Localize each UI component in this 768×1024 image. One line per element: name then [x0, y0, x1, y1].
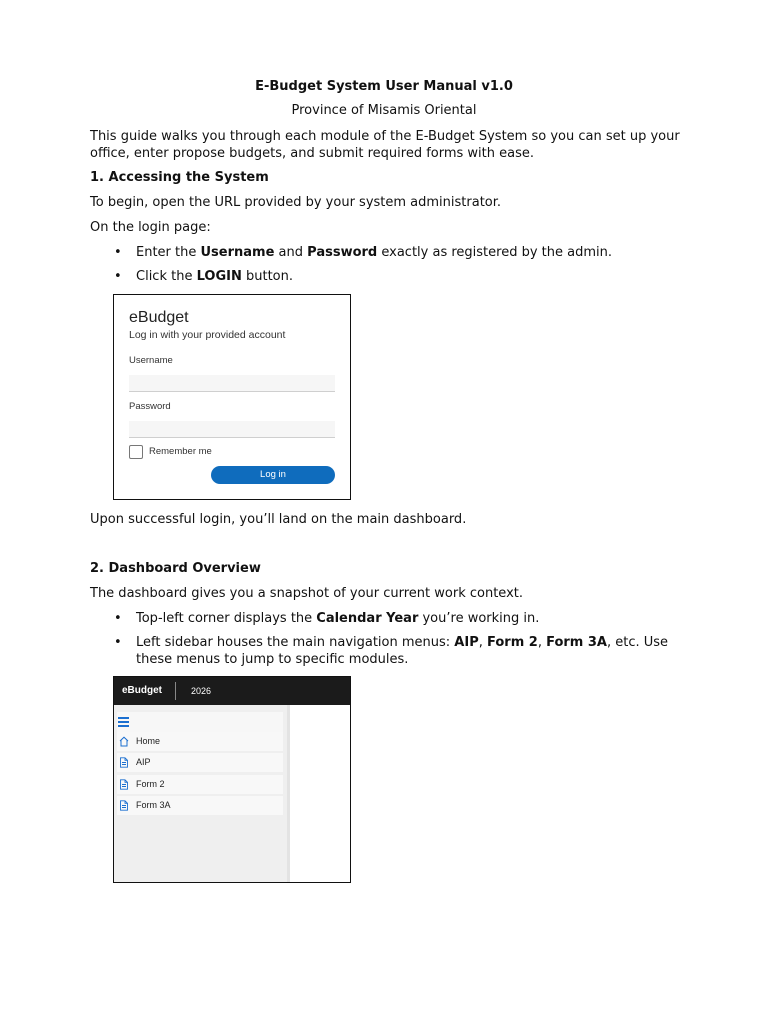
- bullet-glyph: •: [114, 269, 122, 284]
- bullet-glyph: •: [114, 635, 122, 650]
- document-icon: [119, 800, 129, 811]
- password-input[interactable]: [129, 421, 335, 438]
- top-bar-divider: [175, 682, 176, 700]
- dashboard-brand: eBudget: [122, 685, 162, 696]
- sidebar-item-label: Form 2: [136, 779, 165, 789]
- dashboard-sidebar: [114, 705, 290, 882]
- hamburger-icon[interactable]: [118, 717, 129, 729]
- bullet-text: Top-left corner displays the Calendar Year you’re working in.: [136, 611, 540, 626]
- sidebar-item-form-2[interactable]: [117, 775, 283, 794]
- calendar-year: 2026: [191, 686, 212, 696]
- remember-me-label: Remember me: [149, 446, 212, 457]
- bullet-glyph: •: [114, 245, 122, 260]
- username-input[interactable]: [129, 375, 335, 392]
- sidebar-toggle-row: [117, 712, 283, 732]
- sidebar-item-label: Form 3A: [136, 800, 171, 810]
- dashboard-screenshot: [113, 676, 351, 883]
- section1-heading: 1. Accessing the System: [90, 170, 269, 185]
- sidebar-item-label: AIP: [136, 757, 151, 767]
- bullet-text: Left sidebar houses the main navigation menus: AIP, Form 2, Form 3A, etc. Use these menus to jump to specific modules.: [136, 635, 669, 667]
- sidebar-item-aip[interactable]: [117, 753, 283, 772]
- section2-paragraph-1: The dashboard gives you a snapshot of your current work context.: [90, 586, 523, 601]
- dashboard-top-bar: [114, 677, 350, 705]
- section2-heading: 2. Dashboard Overview: [90, 561, 261, 576]
- password-label: Password: [129, 401, 171, 412]
- sidebar-item-label: Home: [136, 736, 161, 746]
- bullet-text: Enter the Username and Password exactly as registered by the admin.: [136, 245, 613, 260]
- section1-paragraph-1: To begin, open the URL provided by your system administrator.: [90, 195, 502, 210]
- document-icon: [119, 779, 129, 790]
- section1-paragraph-2: On the login page:: [90, 220, 211, 235]
- home-icon: [119, 736, 129, 747]
- document-subtitle: Province of Misamis Oriental: [291, 103, 477, 118]
- username-label: Username: [129, 355, 173, 366]
- document-icon: [119, 757, 129, 768]
- intro-paragraph: This guide walks you through each module of the E-Budget System so you can set up your office, enter propose budgets, and submit required forms with ease.: [90, 129, 680, 161]
- login-screenshot: [113, 294, 351, 500]
- section1-after-paragraph: Upon successful login, you’ll land on the main dashboard.: [90, 512, 467, 527]
- sidebar-item-home[interactable]: [117, 732, 283, 751]
- document-title: E-Budget System User Manual v1.0: [255, 79, 513, 94]
- login-brand: eBudget: [129, 309, 189, 326]
- bullet-glyph: •: [114, 611, 122, 626]
- bullet-text: Click the LOGIN button.: [136, 269, 293, 284]
- login-button[interactable]: Log in: [211, 466, 335, 484]
- login-subtitle: Log in with your provided account: [129, 329, 286, 341]
- remember-me-checkbox[interactable]: [129, 445, 143, 459]
- sidebar-item-form-3a[interactable]: [117, 796, 283, 815]
